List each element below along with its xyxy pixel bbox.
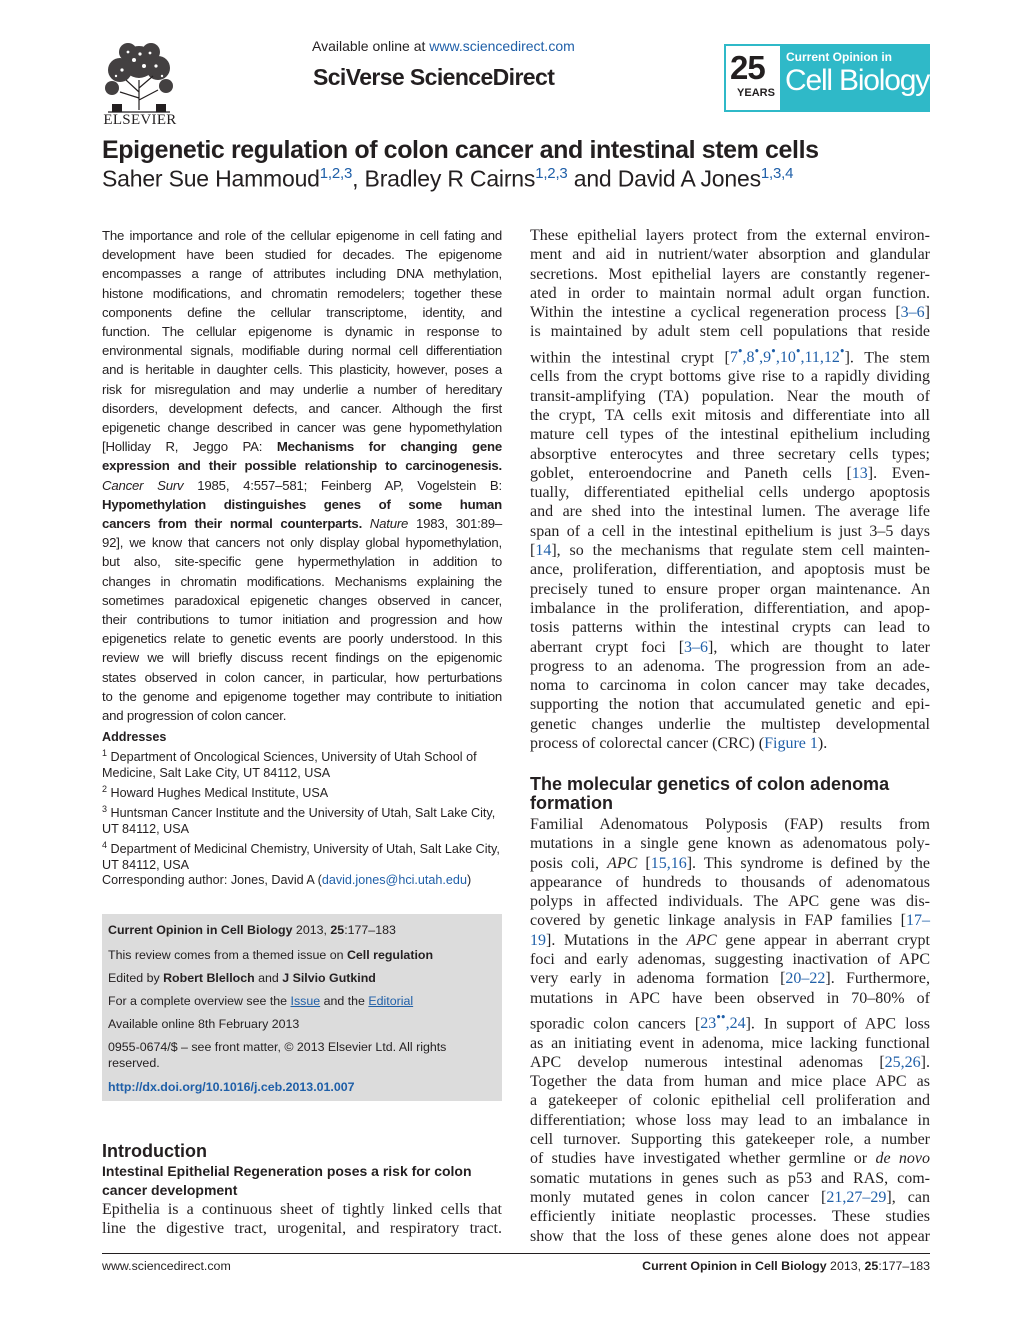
author-name: Bradley R Cairns	[364, 165, 536, 192]
text-line: genetic changes underlie the multistep developmental	[530, 715, 930, 733]
text-line: efficiently initiate neoplastic processes. These studies	[530, 1208, 930, 1226]
text-line: of studies have investigated whether germline or de novo	[530, 1150, 931, 1168]
sciencedirect-link[interactable]: www.sciencedirect.com	[429, 38, 575, 54]
text-line: histone modifications, and chromatin remodelers; together these	[102, 285, 502, 301]
author-name: David A Jones	[617, 165, 761, 192]
text-line: Epithelia is a continuous sheet of tightly linked cells that	[102, 1201, 502, 1218]
text-line: transit-amplifying (TA) population. Near the mouth of	[530, 387, 930, 405]
text-line: process of colorectal cancer (CRC) (Figure 1).	[530, 735, 828, 753]
available-prefix: Available online at	[312, 38, 430, 54]
text-line: mature cell types of the intestinal epithelium including	[530, 426, 930, 444]
text-line: ated in order to maintain normal adult organ function.	[530, 284, 930, 302]
corresponding-suffix: )	[466, 873, 472, 887]
text-line: disorders, development defects, and cancer. Although the first	[102, 400, 502, 416]
introduction-body	[102, 1200, 502, 1239]
text-line: Familial Adenomatous Polyposis (FAP) results from	[530, 816, 930, 833]
text-line: mutations in a single gene known as adenomatous poly-	[530, 835, 930, 853]
journal-logo-years-word: YEARS	[737, 87, 775, 99]
info-citation: Current Opinion in Cell Biology 2013, 25:177–183	[108, 923, 396, 937]
text-line: tosis patterns within the intestinal crypts can lead to	[530, 619, 930, 637]
text-line: sometimes paradoxical epigenetic changes observed in cancer,	[102, 592, 502, 608]
corresponding-author	[102, 873, 502, 887]
text-line: absorptive enterocytes and three secretary cells types;	[530, 445, 930, 463]
text-line: covered by genetic linkage analysis in FAP families [17–	[530, 912, 930, 930]
address-line: UT 84112, USA	[102, 858, 190, 873]
text-line: risk for misregulation and may underlie a number of hereditary	[102, 381, 502, 397]
text-line: Cancer Surv 1985, 4:557–581; Feinberg AP, Vogelstein B:	[102, 477, 502, 493]
author-affiliation[interactable]: 1,3,4	[760, 165, 794, 182]
text-line: APC develop numerous intestinal adenomas [25,26].	[530, 1053, 930, 1071]
text-line: 19]. Mutations in the APC gene appear in aberrant crypt	[530, 931, 930, 949]
text-line: supporting the notion that accumulated genetic and epi-	[530, 696, 930, 714]
text-line: environmental signals, modifiable during normal cell differentiation	[102, 343, 502, 359]
info-copyright-line1: 0955-0674/$ – see front matter, © 2013 Elsevier Ltd. All rights	[108, 1040, 447, 1054]
text-line: changes in chromatin modifications. Mechanisms explaining the	[102, 573, 502, 589]
address-line: $^4$ Department of Medicinal Chemistry, University of Utah, Salt Lake City,	[102, 840, 500, 857]
article-title: Epigenetic regulation of colon cancer and intestinal stem cells	[102, 136, 819, 164]
text-line: as an initiating event in adenoma, mice lacking functional	[530, 1034, 930, 1052]
text-line: tually, differentiated epithelial cells undergo apoptosis	[530, 484, 930, 502]
text-line: cell turnover. Supporting this gatekeeper role, a number	[530, 1131, 930, 1149]
text-line: a gatekeeper of colonic epithelial cell proliferation and	[530, 1092, 930, 1110]
journal-logo-line1: Current Opinion in	[786, 50, 892, 64]
author-affiliation[interactable]: 1,2,3	[535, 165, 568, 182]
text-line: is maintained by adult stem cell populations that reside	[530, 323, 930, 341]
author-affiliation[interactable]: 1,2,3	[319, 165, 353, 182]
text-line: Hypomethylation distinguishes genes of some human	[102, 496, 502, 512]
text-line: differentiation; whose loss may lead to an imbalance in	[530, 1111, 930, 1129]
addresses-block	[102, 730, 502, 874]
text-line: [Holliday R, Jeggo PA: Mechanisms for changing gene	[102, 439, 502, 455]
text-line: Within the intestine a cyclical regeneration process [3–6]	[530, 304, 930, 322]
introduction-subheading: Intestinal Epithelial Regeneration poses a risk for colon cancer development	[102, 1163, 472, 1198]
text-line: secretions. Most epithelial layers are constantly regener-	[530, 265, 930, 283]
text-line: somatic mutations in genes such as p53 and RAS, com-	[530, 1169, 930, 1187]
text-line: cells from the crypt bottoms give rise to a rapidly dividing	[530, 368, 930, 386]
info-copyright-line2: reserved.	[108, 1056, 160, 1070]
text-line: polyps in affected individuals. The APC gene was dis-	[530, 893, 930, 911]
text-line: epigenetics relate to genetic events are poorly understood. In this	[102, 631, 502, 647]
text-line: components define the cellular transcriptome, identity, and	[102, 304, 502, 320]
text-line: but also, site-specific gene hypermethylation in addition to	[102, 554, 502, 570]
text-line: the crypt, TA cells exit mitosis and differentiate into all	[530, 407, 930, 424]
text-line: review we will briefly discuss recent findings on the epigenomic	[102, 650, 502, 666]
info-available-online: Available online 8th February 2013	[108, 1017, 300, 1031]
text-line: Together the data from human and mice place APC as	[530, 1073, 930, 1091]
address-lines	[102, 746, 502, 874]
available-online-line	[312, 38, 575, 54]
text-line: epigenetic change described in cancer was gene hypomethylation	[102, 420, 502, 436]
text-line: 92], we know that cancers not only display global hypomethylation,	[102, 535, 502, 551]
text-line: cancers from their normal counterparts. Nature 1983, 301:89–	[102, 516, 502, 532]
text-line: ance, proliferation, differentiation, and apoptosis must be	[530, 561, 930, 579]
corresponding-prefix: Corresponding author: Jones, David A (	[102, 873, 322, 887]
platform-title: SciVerse ScienceDirect	[313, 64, 555, 90]
footer-rule	[102, 1253, 930, 1254]
text-line: These epithelial layers protect from the external environ-	[530, 227, 930, 244]
info-themed-issue: This review comes from a themed issue on Cell regulation	[108, 948, 434, 962]
text-line: and are shed into the intestinal lumen. The average life	[530, 503, 930, 521]
text-line: encompasses a range of attributes including DNA methylation,	[102, 266, 502, 282]
footer-citation: Current Opinion in Cell Biology 2013, 25:177–183	[642, 1259, 930, 1273]
address-line: $^2$ Howard Hughes Medical Institute, USA	[102, 783, 329, 801]
author-separator: and	[567, 165, 618, 192]
text-line: progress to an adenoma. The progression from an ade-	[530, 657, 930, 675]
text-line: appearance of hundreds to thousands of adenomatous	[530, 873, 930, 891]
text-line: within the intestinal crypt [7•,8•,9•,10•,11,12•]. The stem	[530, 343, 930, 367]
text-line: very early in adenoma formation [20–22]. Furthermore,	[530, 970, 930, 988]
info-overview-links[interactable]: For a complete overview see the Issue and the Editorial	[108, 994, 414, 1008]
address-line: $^3$ Huntsman Cancer Institute and the University of Utah, Salt Lake City,	[102, 804, 496, 821]
text-line: span of a cell in the intestinal epithelium is just 3–5 days	[530, 522, 930, 540]
doi-link[interactable]: http://dx.doi.org/10.1016/j.ceb.2013.01.007	[108, 1080, 355, 1094]
text-line: states observed in colon cancer, in particular, how perturbations	[102, 669, 502, 685]
text-line: development have been studied for decades. The epigenome	[102, 247, 502, 263]
journal-logo-years-number: 25	[730, 49, 765, 86]
text-line: show that the loss of these genes alone does not appear	[530, 1227, 930, 1245]
text-line: foci and early adenomas, suggesting inactivation of APC	[530, 951, 930, 969]
molecular-genetics-body	[530, 815, 930, 1246]
text-line: [14], so the mechanisms that regulate stem cell mainten-	[530, 542, 930, 560]
text-line: function. The cellular epigenome is dynamic in response to	[102, 324, 502, 340]
corresponding-email-link[interactable]: david.jones@hci.utah.edu	[321, 873, 467, 887]
publisher-wordmark: ELSEVIER	[103, 112, 177, 128]
text-line: their contributions to tumor initiation and progression and how	[102, 612, 502, 628]
molecular-genetics-heading: The molecular genetics of colon adenoma formation	[530, 774, 890, 813]
text-line: ment and aid in nutrient/water absorption and glandular	[530, 246, 930, 264]
article-info-box	[102, 914, 502, 1101]
text-line: monly mutated genes in colon cancer [21,27–29], can	[530, 1188, 930, 1206]
addresses-heading: Addresses	[102, 730, 167, 744]
introduction-heading: Introduction	[102, 1141, 207, 1161]
abstract	[102, 226, 502, 725]
epithelia-body	[530, 226, 930, 753]
address-line: $^1$ Department of Oncological Sciences, University of Utah School of	[102, 747, 477, 765]
text-line: and progression of colon cancer.	[102, 708, 287, 724]
footer-website[interactable]: www.sciencedirect.com	[102, 1259, 231, 1273]
text-line: goblet, enteroendocrine and Paneth cells [13]. Even-	[530, 464, 930, 482]
text-line: line the digestive tract, urogenital, and respiratory tract.	[102, 1220, 502, 1238]
author-separator: ,	[352, 165, 365, 192]
text-line: precisely tuned to ensure proper organ maintenance. An	[530, 580, 930, 598]
author-list	[102, 165, 793, 193]
text-line: posis coli, APC [15,16]. This syndrome is defined by the	[530, 854, 931, 872]
text-line: imbalance in the proliferation, differentiation, and apop-	[530, 599, 930, 617]
journal-logo-line2: Cell Biology	[785, 64, 930, 97]
info-editors: Edited by Robert Blelloch and J Silvio Gutkind	[108, 971, 376, 985]
address-line: UT 84112, USA	[102, 822, 190, 837]
text-line: sporadic colon cancers [23••,24]. In support of APC loss	[530, 1009, 931, 1033]
text-line: aberrant crypt foci [3–6], which are thought to later	[530, 638, 931, 656]
address-line: Medicine, Salt Lake City, UT 84112, USA	[102, 766, 331, 780]
author-name: Saher Sue Hammoud	[102, 165, 320, 192]
text-line: mutations in APC have been observed in 70–80% of	[530, 989, 930, 1007]
text-line: and is heritable in daughter cells. This plasticity, however, poses a	[102, 362, 502, 378]
text-line: noma to carcinoma in colon cancer may take decades,	[530, 677, 930, 695]
text-line: The importance and role of the cellular epigenome in cell fating and	[102, 228, 502, 243]
text-line: to the genome and epigenome together may contribute to initiation	[102, 688, 502, 704]
text-line: expression and their possible relationship to carcinogenesis.	[102, 458, 502, 474]
